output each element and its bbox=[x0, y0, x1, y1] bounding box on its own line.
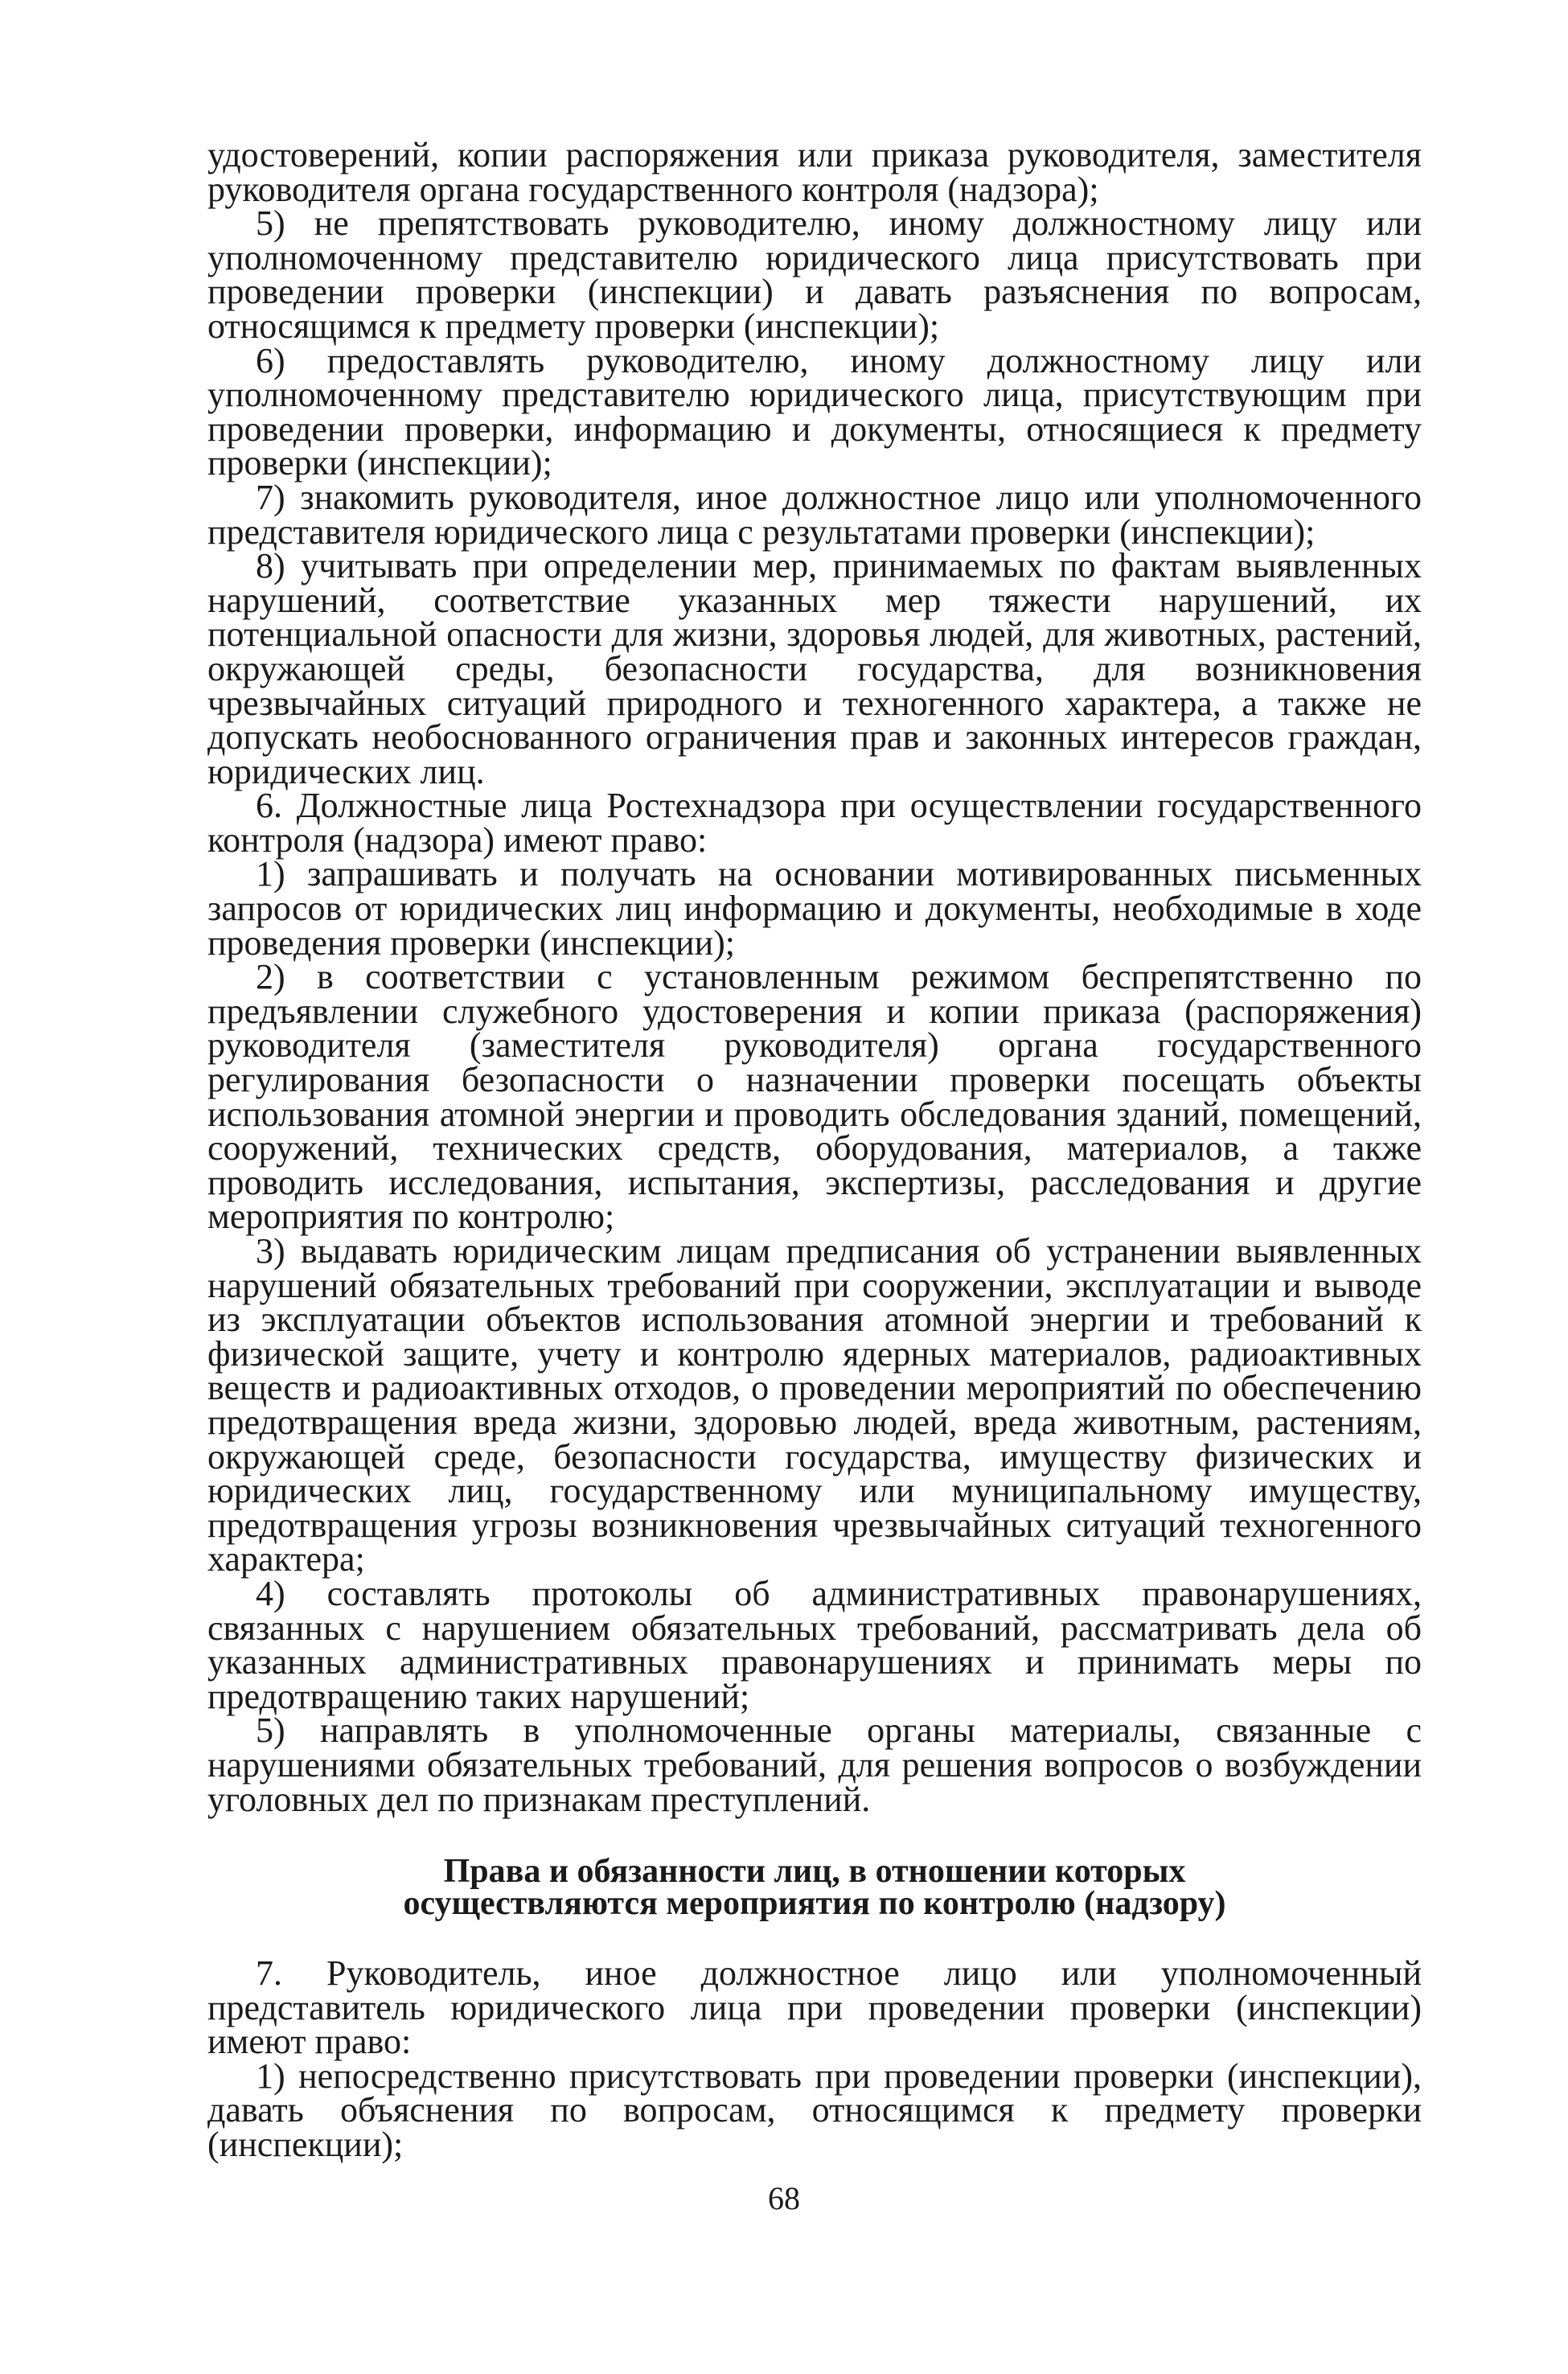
paragraph-right-4: 4) составлять протоколы об административных правонарушениях, связанных с нарушением обязательных требований, рассматривать дела об указанных административных правонарушениях и принимать меры по предотвращению таких нарушений; bbox=[207, 1573, 1422, 1716]
paragraph-right-1: 1) запрашивать и получать на основании мотивированных письменных запросов от юридических лиц информацию и документы, необходимые в ходе проведения проверки (инспекции); bbox=[207, 854, 1422, 963]
paragraph-section-6: 6. Должностные лица Ростехнадзора при осуществлении государственного контроля (надзора) имеют право: bbox=[207, 786, 1422, 860]
paragraph-section-7: 7. Руководитель, иное должностное лицо или уполномоченный представитель юридического лица при проведении проверки (инспекции) имеют право: bbox=[207, 1953, 1422, 2062]
paragraph-right-5: 5) направлять в уполномоченные органы материалы, связанные с нарушениями обязательных требований, для решения вопросов о возбуждении уголовных дел по признакам преступлений. bbox=[207, 1711, 1422, 1819]
paragraph-continuation: удостоверений, копии распоряжения или приказа руководителя, заместителя руководителя органа государственного контроля (надзора); bbox=[207, 135, 1422, 209]
page-body bbox=[207, 135, 1422, 2165]
paragraph-item-8-obligation: 8) учитывать при определении мер, принимаемых по фактам выявленных нарушений, соответствие указанных мер тяжести нарушений, их потенциальной опасности для жизни, здоровья людей, для животных, растений, окружающей среды, безопасности государства, для возникновения чрезвычайных ситуаций природного и техногенного характера, а также не допускать необоснованного ограничения прав и законных интересов граждан, юридических лиц. bbox=[207, 546, 1422, 791]
paragraph-item-6-obligation: 6) предоставлять руководителю, иному должностному лицу или уполномоченному представителю юридического лица, присутствующим при проведении проверки, информацию и документы, относящиеся к предмету проверки (инспекции); bbox=[207, 340, 1422, 483]
paragraph-right-3: 3) выдавать юридическим лицам предписания об устранении выявленных нарушений обязательных требований при сооружении, эксплуатации и выводе из эксплуатации объектов использования атомной энергии и требований к физической защите, учету и контролю ядерных материалов, радиоактивных веществ и радиоактивных отходов, о проведении мероприятий по обеспечению предотвращения вреда жизни, здоровью людей, вреда животным, растениям, окружающей среде, безопасности государства, имуществу физических и юридических лиц, государственному или муниципальному имуществу, предотвращения угрозы возникновения чрезвычайных ситуаций техногенного характера; bbox=[207, 1231, 1422, 1579]
section-heading-line-2: осуществляются мероприятия по контролю (надзору) bbox=[403, 1885, 1226, 1923]
paragraph-section-7-right-1: 1) непосредственно присутствовать при проведении проверки (инспекции), давать объяснения по вопросам, относящимся к предмету проверки (инспекции); bbox=[207, 2056, 1422, 2165]
paragraph-item-7-obligation: 7) знакомить руководителя, иное должностное лицо или уполномоченного представителя юридического лица с результатами проверки (инспекции); bbox=[207, 477, 1422, 552]
paragraph-item-5-obligation: 5) не препятствовать руководителю, иному должностному лицу или уполномоченному представителю юридического лица присутствовать при проведении проверки (инспекции) и давать разъяснения по вопросам, относящимся к предмету проверки (инспекции); bbox=[207, 203, 1422, 346]
section-heading-line-1: Права и обязанности лиц, в отношении которых bbox=[443, 1853, 1186, 1891]
page-number: 68 bbox=[768, 2180, 800, 2216]
section-heading bbox=[207, 1853, 1422, 1923]
paragraph-right-2: 2) в соответствии с установленным режимом беспрепятственно по предъявлении служебного удостоверения и копии приказа (распоряжения) руководителя (заместителя руководителя) органа государственного регулирования безопасности о назначении проверки посещать объекты использования атомной энергии и проводить обследования зданий, помещений, сооружений, технических средств, оборудования, материалов, а также проводить исследования, испытания, экспертизы, расследования и другие мероприятия по контролю; bbox=[207, 957, 1422, 1237]
